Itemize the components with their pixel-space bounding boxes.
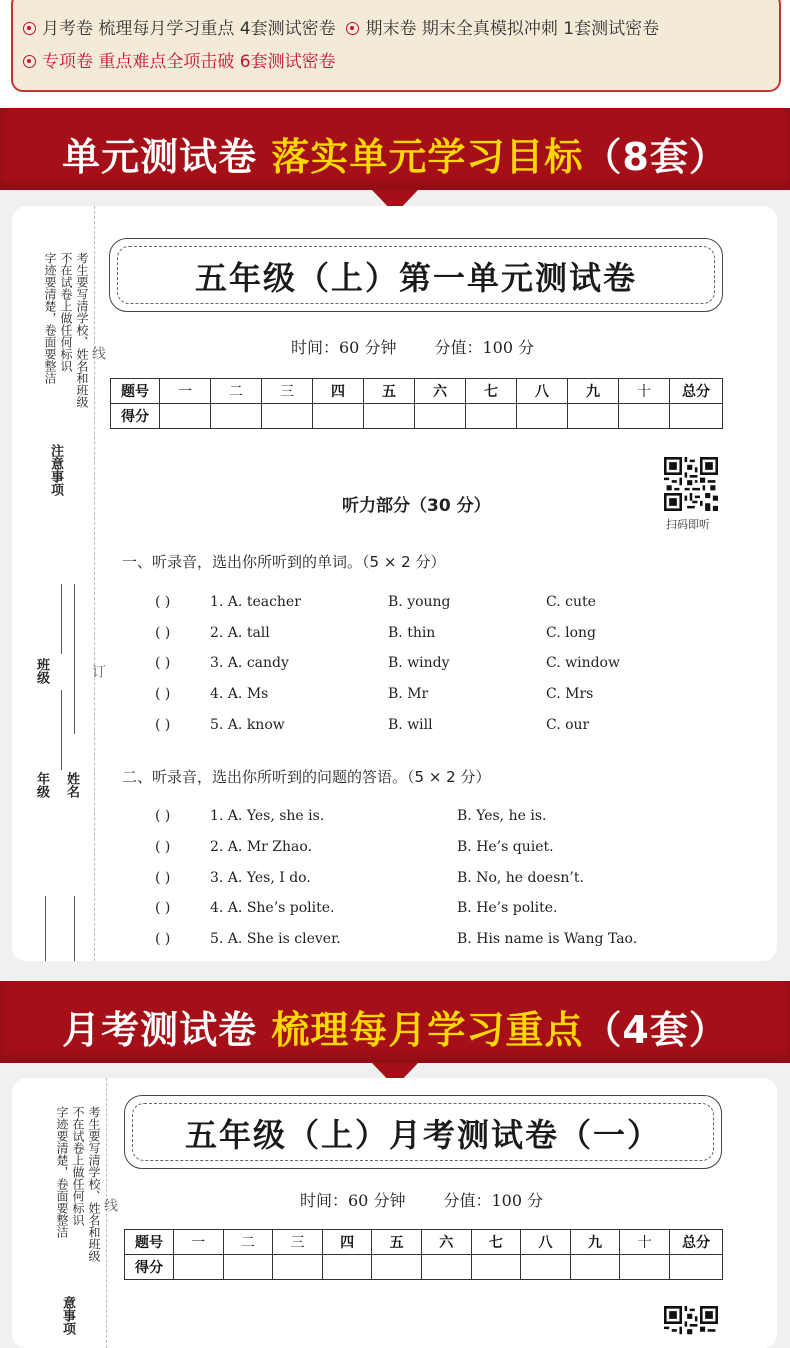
score-cell: 三 — [262, 379, 313, 404]
grade-label: 年级 — [34, 772, 49, 798]
option-a: 3. A. Yes, I do. — [210, 870, 311, 886]
summary-item-desc: 梳理每月学习重点 4套测试密卷 — [98, 19, 336, 39]
bullet-icon — [346, 22, 359, 35]
score-cell: 总分 — [670, 1230, 723, 1255]
answer-paren: ( ) — [155, 594, 171, 610]
binding-line — [94, 206, 95, 961]
class-label: 班级 — [34, 658, 49, 684]
notice-line-3: 字迹要清楚，卷面要整洁 — [43, 252, 57, 384]
score-cell: 八 — [517, 379, 568, 404]
score-cell: 一 — [174, 1230, 224, 1255]
answer-paren: ( ) — [155, 931, 171, 947]
answer-paren: ( ) — [155, 717, 171, 733]
paper-title: 五年级（上）第一单元测试卷 — [194, 259, 637, 297]
class-write-line — [61, 584, 62, 654]
grade-write-line — [45, 896, 46, 961]
section-banner-unit-test — [0, 108, 790, 190]
bullet-icon — [23, 22, 36, 35]
score-table-header-row — [125, 1230, 723, 1255]
score-cell: 五 — [372, 1230, 422, 1255]
total-score: 分值：100 分 — [434, 338, 535, 357]
option-b: B. young — [388, 594, 451, 610]
option-b: B. will — [388, 717, 433, 733]
option-a: 5. A. know — [210, 717, 285, 733]
score-cell: 六 — [421, 1230, 471, 1255]
option-c: C. long — [546, 625, 596, 641]
notice-line-3: 字迹要清楚，卷面要整洁 — [55, 1106, 69, 1238]
answer-paren: ( ) — [155, 870, 171, 886]
score-cell: 九 — [570, 1230, 620, 1255]
score-cell: 得分 — [111, 404, 160, 429]
score-cell: 四 — [322, 1230, 372, 1255]
option-b: B. Yes, he is. — [457, 808, 547, 824]
score-cell: 六 — [415, 379, 466, 404]
time-limit: 时间：60 分钟 — [291, 338, 397, 357]
cut-line-label: 线 — [102, 1198, 118, 1212]
qr-code-icon — [664, 457, 718, 511]
option-c: C. cute — [546, 594, 596, 610]
score-table — [110, 378, 723, 429]
summary-line-2 — [23, 47, 336, 72]
summary-item-name: 专项卷 — [42, 52, 93, 72]
answer-paren: ( ) — [155, 655, 171, 671]
option-b: B. His name is Wang Tao. — [457, 931, 638, 947]
notice-line-2: 不在试卷上做任何标识 — [59, 252, 73, 372]
summary-item-name: 月考卷 — [42, 19, 93, 39]
section-banner-monthly-test — [0, 981, 790, 1063]
paper-title: 五年级（上）月考测试卷（一） — [184, 1116, 661, 1154]
score-cell: 二 — [223, 1230, 273, 1255]
score-cell: 题号 — [125, 1230, 174, 1255]
score-cell: 总分 — [670, 379, 723, 404]
score-cell: 得分 — [125, 1255, 174, 1280]
score-cell: 三 — [273, 1230, 323, 1255]
notice-title: 注意事项 — [48, 444, 63, 496]
score-cell: 题号 — [111, 379, 160, 404]
option-a: 2. A. Mr Zhao. — [210, 839, 313, 855]
score-table-header-row — [111, 379, 723, 404]
option-b: B. He’s quiet. — [457, 839, 554, 855]
option-b: B. windy — [388, 655, 450, 671]
score-cell: 七 — [466, 379, 517, 404]
score-cell: 十 — [620, 1230, 670, 1255]
question-heading-1: 一、听录音，选出你所听到的单词。（5 × 2 分） — [122, 553, 446, 571]
summary-box — [11, 0, 781, 92]
qr-code-icon — [664, 1306, 718, 1348]
bullet-icon — [23, 55, 36, 68]
option-a: 1. A. Yes, she is. — [210, 808, 325, 824]
option-b: B. No, he doesn’t. — [457, 870, 584, 886]
option-c: C. window — [546, 655, 620, 671]
exam-paper-preview-unit — [12, 206, 777, 961]
banner-heading — [0, 999, 790, 1054]
banner-subtitle: 梳理每月学习重点 — [271, 1008, 584, 1052]
score-cell: 五 — [364, 379, 415, 404]
option-a: 2. A. tall — [210, 625, 270, 641]
exam-paper-preview-monthly — [12, 1078, 777, 1348]
score-cell: 二 — [211, 379, 262, 404]
banner-heading — [0, 126, 790, 181]
notice-line-1: 考生要写清学校、姓名和班级 — [87, 1106, 101, 1262]
banner-title: 单元测试卷 — [62, 135, 258, 179]
name-write-line — [74, 584, 75, 734]
answer-paren: ( ) — [155, 900, 171, 916]
summary-item-desc: 期末全真模拟冲刺 1套测试密卷 — [421, 19, 660, 39]
score-cell: 九 — [568, 379, 619, 404]
option-b: B. thin — [388, 625, 436, 641]
bind-line-label: 订 — [90, 664, 106, 678]
score-table-score-row — [125, 1255, 723, 1280]
paper-title-box — [109, 238, 723, 312]
option-a: 3. A. candy — [210, 655, 289, 671]
name-write-line-2 — [74, 896, 75, 961]
score-cell: 十 — [619, 379, 670, 404]
option-c: C. our — [546, 717, 590, 733]
time-and-score — [300, 1188, 543, 1211]
summary-item-name: 期末卷 — [365, 19, 417, 39]
banner-count: （4套） — [583, 1008, 728, 1052]
name-label: 姓名 — [64, 772, 79, 798]
listening-section-title: 听力部分（30 分） — [342, 496, 491, 516]
option-a: 4. A. She’s polite. — [210, 900, 335, 916]
cut-line-label: 线 — [90, 346, 106, 360]
time-and-score — [291, 335, 534, 358]
score-table-score-row — [111, 404, 723, 429]
score-cell: 七 — [471, 1230, 521, 1255]
option-b: B. He’s polite. — [457, 900, 558, 916]
notice-line-2: 不在试卷上做任何标识 — [71, 1106, 85, 1226]
banner-title: 月考测试卷 — [62, 1008, 258, 1052]
option-a: 4. A. Ms — [210, 686, 269, 702]
summary-item-desc: 重点难点全项击破 6套测试密卷 — [98, 52, 336, 72]
time-limit: 时间：60 分钟 — [300, 1191, 406, 1210]
summary-panel — [0, 0, 790, 108]
class-write-line-2 — [61, 690, 62, 770]
banner-count: （8套） — [583, 135, 728, 179]
answer-paren: ( ) — [155, 808, 171, 824]
score-cell: 一 — [160, 379, 211, 404]
notice-line-1: 考生要写清学校、姓名和班级 — [75, 252, 89, 408]
option-a: 1. A. teacher — [210, 594, 301, 610]
answer-paren: ( ) — [155, 839, 171, 855]
answer-paren: ( ) — [155, 625, 171, 641]
score-cell: 八 — [521, 1230, 571, 1255]
option-b: B. Mr — [388, 686, 429, 702]
total-score: 分值：100 分 — [443, 1191, 544, 1210]
option-a: 5. A. She is clever. — [210, 931, 341, 947]
score-table — [124, 1229, 723, 1280]
qr-code-label: 扫码即听 — [666, 518, 710, 531]
summary-line-1 — [23, 14, 659, 39]
question-heading-2: 二、听录音，选出你所听到的问题的答语。（5 × 2 分） — [122, 768, 491, 786]
binding-line — [106, 1078, 107, 1348]
score-cell: 四 — [313, 379, 364, 404]
banner-subtitle: 落实单元学习目标 — [271, 135, 584, 179]
notice-title: 意事项 — [60, 1296, 75, 1335]
paper-title-box — [124, 1095, 722, 1169]
option-c: C. Mrs — [546, 686, 594, 702]
answer-paren: ( ) — [155, 686, 171, 702]
